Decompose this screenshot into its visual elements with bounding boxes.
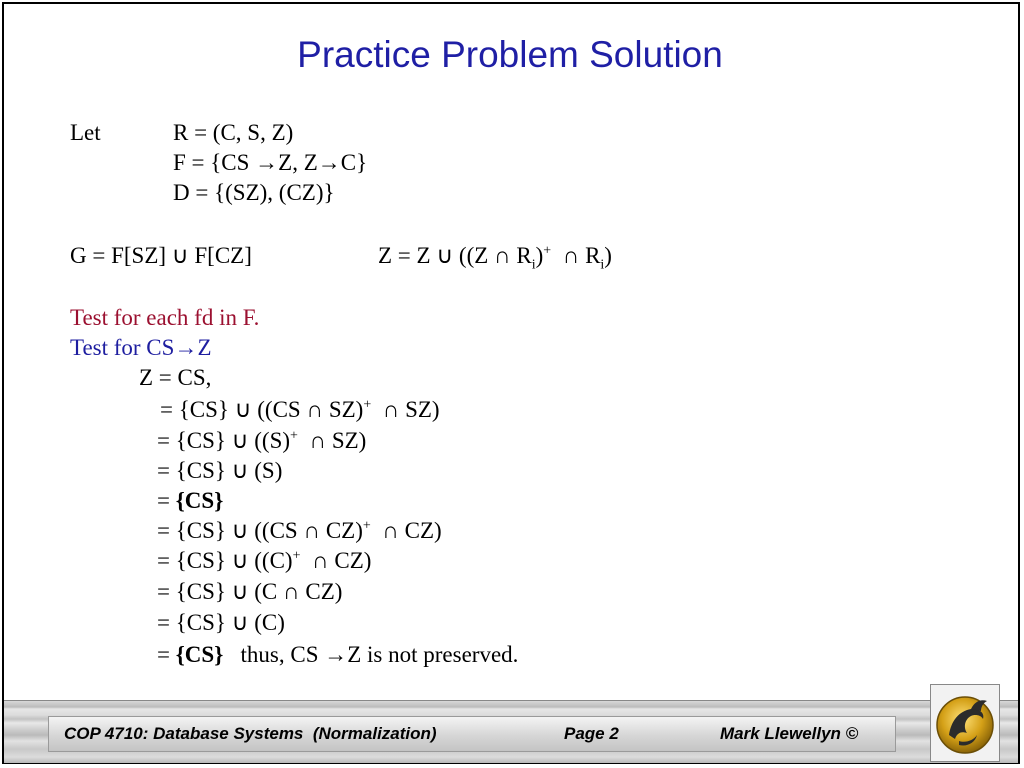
footer-author: Mark Llewellyn ©: [720, 724, 859, 743]
test-cs-z: Test for CS→Z: [70, 335, 212, 360]
relation-r: R = (C, S, Z): [173, 120, 294, 145]
z-formula-part: ∩ R: [551, 243, 601, 268]
step-2: [160, 396, 440, 424]
g-definition: G = F[SZ] ∪ F[CZ]: [70, 243, 252, 268]
superscript-plus: +: [543, 243, 552, 259]
step-6: [157, 517, 442, 545]
slide-title: Practice Problem Solution: [297, 34, 723, 75]
subscript-i: i: [531, 257, 536, 273]
step-8: = {CS} ∪ (C ∩ CZ): [157, 579, 343, 604]
result-cs: {CS}: [175, 642, 224, 667]
step-1: Z = CS,: [139, 365, 212, 390]
step-9: = {CS} ∪ (C): [157, 610, 285, 635]
step-text: ∩ CZ): [300, 548, 372, 573]
superscript-plus: +: [363, 397, 372, 413]
logo-frame: [930, 684, 1000, 762]
step-7: [157, 547, 371, 575]
step-5: [157, 487, 223, 515]
footer-page: Page 2: [564, 724, 619, 743]
result-cs: {CS}: [175, 488, 224, 513]
z-formula: [378, 242, 612, 273]
let-label: Let: [70, 120, 101, 145]
step-text: = {CS} ∪ ((CS ∩ CZ): [157, 518, 363, 543]
superscript-plus: +: [290, 428, 298, 444]
step-3: [157, 427, 366, 455]
step-4: = {CS} ∪ (S): [157, 458, 283, 483]
step-text: = {CS} ∪ ((S): [157, 428, 291, 453]
z-formula-part: Z = Z ∪ ((Z ∩ R: [378, 243, 532, 268]
superscript-plus: +: [292, 548, 301, 564]
ucf-pegasus-logo-icon: [931, 685, 999, 761]
step-text: ∩ SZ): [297, 428, 367, 453]
step-10: [157, 641, 518, 669]
superscript-plus: +: [362, 518, 371, 534]
step-text: = {CS} ∪ ((C): [157, 548, 293, 573]
step-text: = {CS} ∪ ((CS ∩ SZ): [160, 397, 364, 422]
step-text: ∩ CZ): [370, 518, 442, 543]
step-text: =: [157, 642, 176, 667]
z-formula-part: ): [535, 243, 544, 268]
test-each-fd: Test for each fd in F.: [70, 305, 260, 330]
z-formula-part: ): [604, 243, 612, 268]
decomposition-d: D = {(SZ), (CZ)}: [173, 180, 335, 205]
subscript-i: i: [600, 257, 605, 273]
footer-course: COP 4710: Database Systems (Normalization): [64, 724, 437, 743]
fd-set-f: F = {CS →Z, Z→C}: [173, 150, 368, 175]
step-text: ∩ SZ): [371, 397, 440, 422]
step-text: =: [157, 488, 176, 513]
conclusion-text: thus, CS →Z is not preserved.: [223, 642, 519, 667]
